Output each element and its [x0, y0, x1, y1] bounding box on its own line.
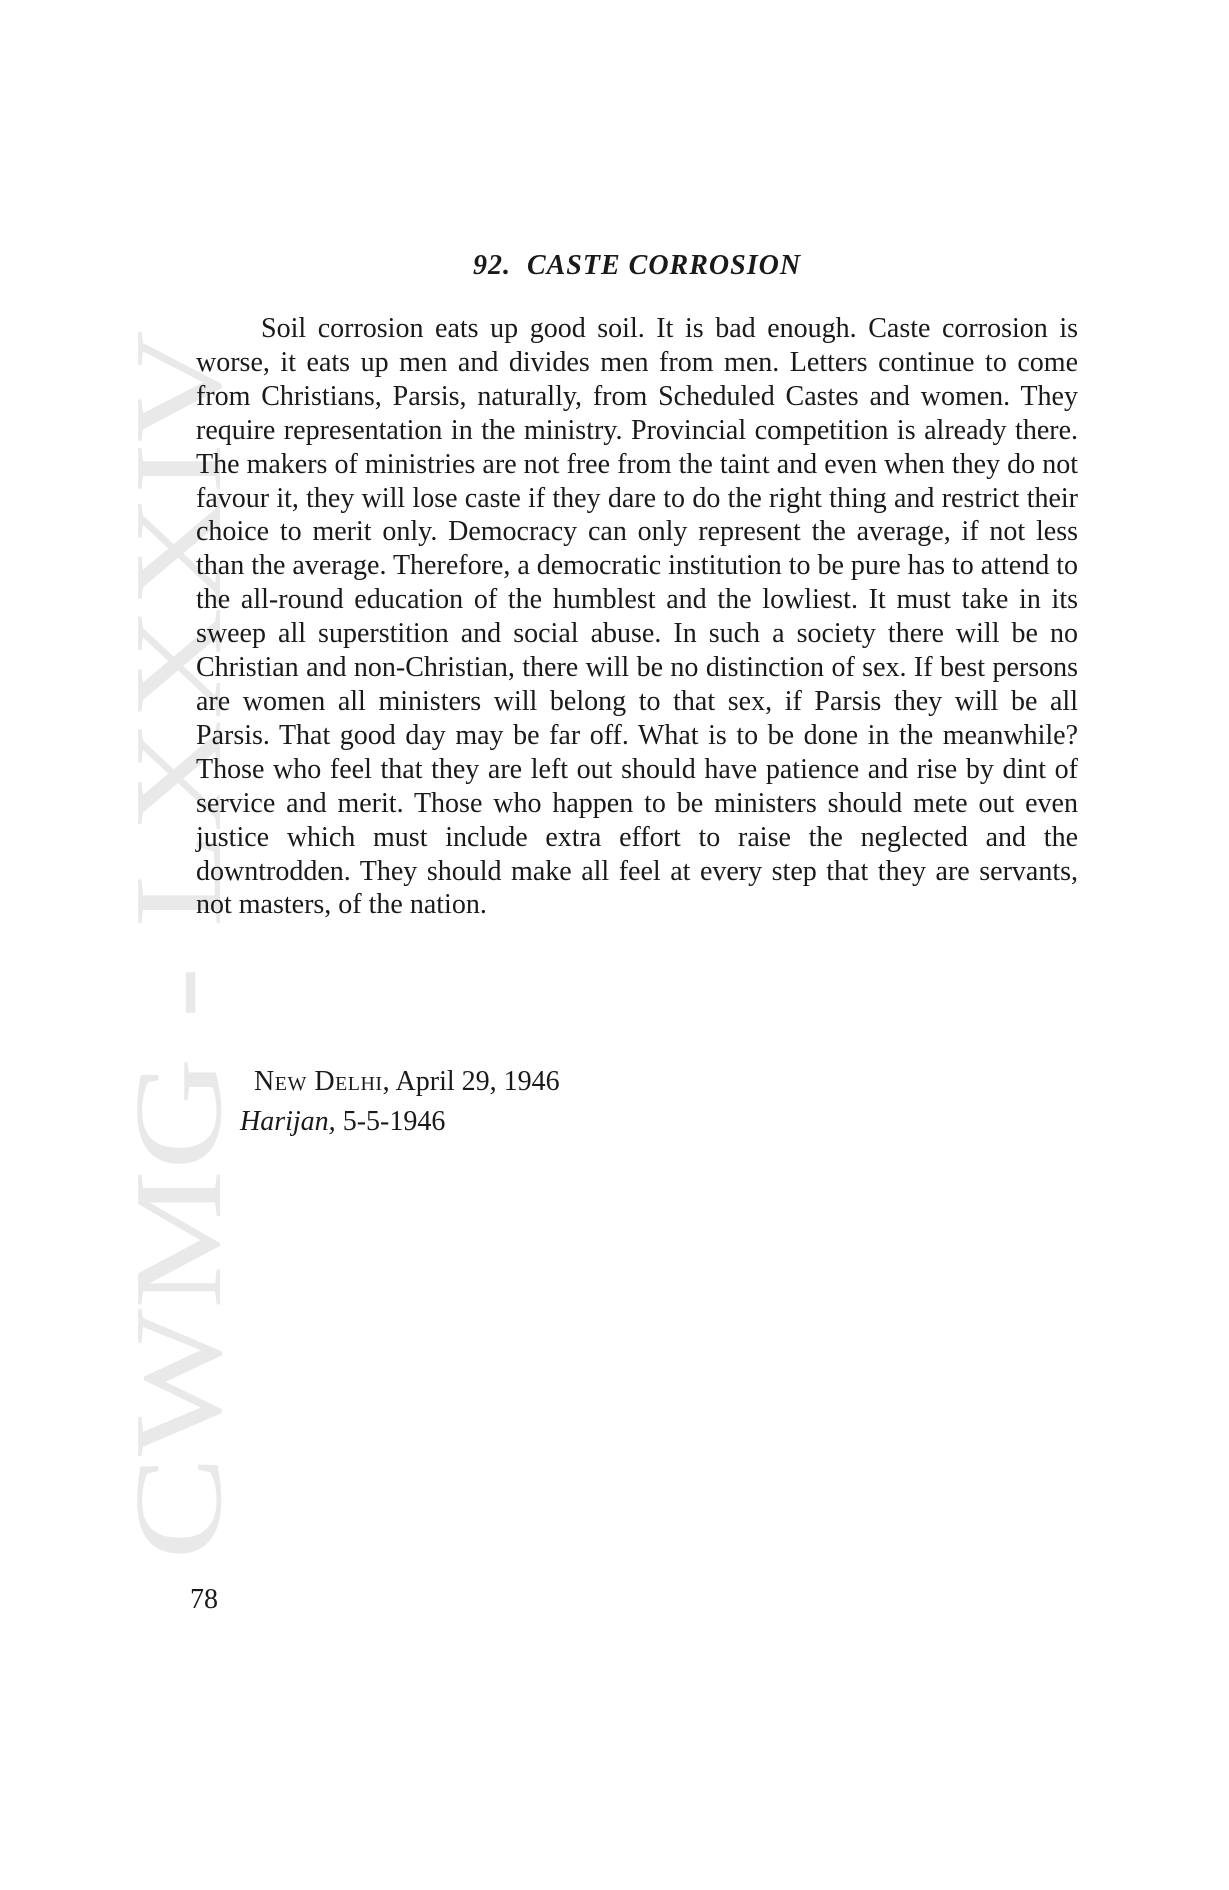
article-title: CASTE CORROSION — [526, 250, 802, 281]
article-number: 92. — [472, 250, 511, 281]
article-heading — [196, 250, 1078, 282]
article-body: Soil corrosion eats up good soil. It is bad enough. Caste corrosion is worse, it eats up men and divides men from men. Letters continue to come from Christians, Parsis, naturally, from Scheduled Castes and women. They require representation in the ministry. Provincial competition is already there. The makers of ministries are not free from the taint and even when they do not favour it, they will lose caste if they dare to do the right thing and restrict their choice to merit only. Democracy can only represent the average, if not less than the average. Therefore, a democratic institution to be pure has to attend to the all-round education of the humblest and the lowliest. It must take in its sweep all superstition and social abuse. In such a society there will be no Christian and non-Christian, there will be no distinction of sex. If best persons are women all ministers will belong to that sex, if Parsis they will be all Parsis. That good day may be far off. What is to be done in the meanwhile? Those who feel that they are left out should have patience and rise by dint of service and merit. Those who happen to be ministers should mete out even justice which must include extra effort to raise the neglected and the downtrodden. They should make all feel at every step that they are servants, not masters, of the nation. — [196, 313, 1078, 921]
source-publication: Harijan, — [240, 1106, 336, 1137]
watermark-text: CWMG - LXXXIV — [110, 574, 248, 1560]
dateline-place: New Delhi, — [254, 1066, 391, 1097]
source-citation — [240, 1106, 445, 1138]
source-date: 5-5-1946 — [342, 1106, 446, 1137]
page-number: 78 — [190, 1584, 218, 1615]
dateline — [254, 1066, 560, 1098]
dateline-date: April 29, 1946 — [395, 1066, 560, 1097]
